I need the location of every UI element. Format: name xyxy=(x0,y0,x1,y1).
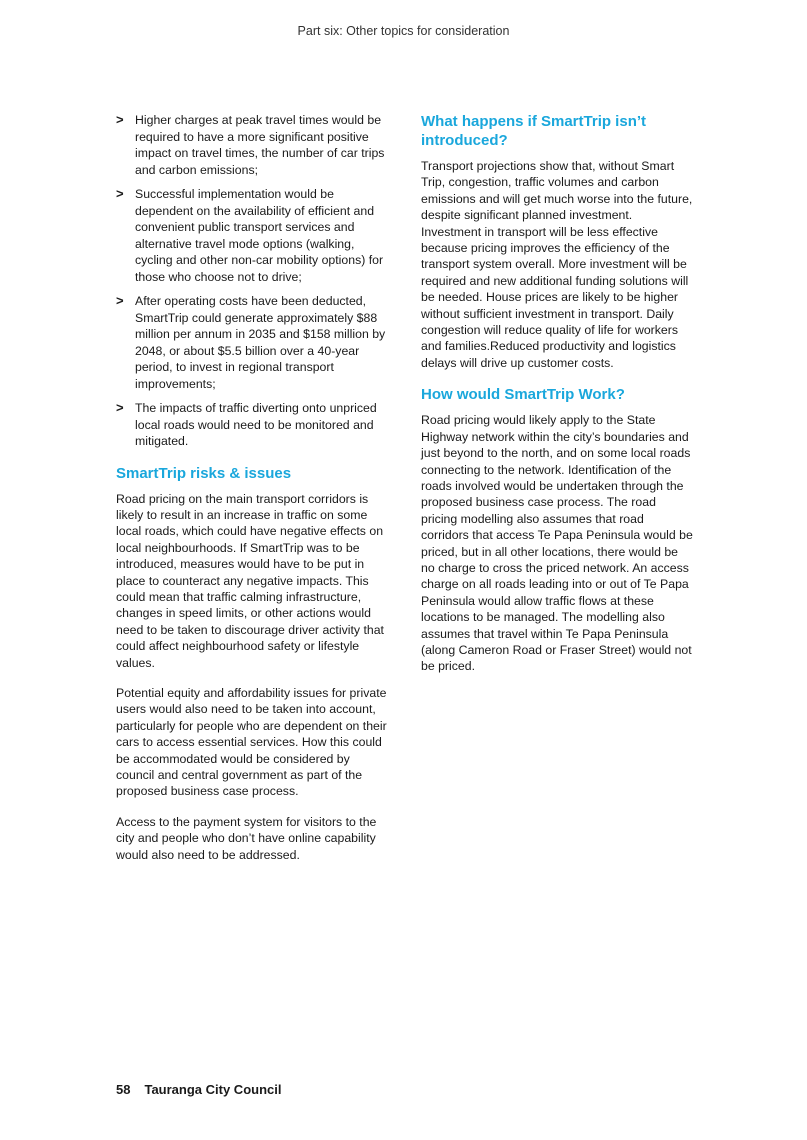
bullet-text: The impacts of traffic diverting onto unpriced local roads would need to be monitored and mitigated. xyxy=(135,401,377,448)
list-item xyxy=(116,400,388,450)
chevron-right-icon: > xyxy=(116,400,124,415)
risks-paragraph: Access to the payment system for visitors to the city and people who don’t have online capability would also need to be addressed. xyxy=(116,814,377,862)
page-footer xyxy=(116,1082,281,1097)
list-item xyxy=(116,112,388,178)
risks-heading: SmartTrip risks & issues xyxy=(116,464,292,482)
not-introduced-heading: What happens if SmartTrip isn’t introduced? xyxy=(421,113,647,149)
left-column xyxy=(116,112,388,877)
chevron-right-icon: > xyxy=(116,186,124,201)
running-header: Part six: Other topics for consideration xyxy=(297,24,510,38)
bullet-text: After operating costs have been deducted, SmartTrip could generate approximately $88 million per annum in 2035 and $158 million by 2048, or about $5.5 billion over a 40-year period, to invest in regional transport improvements; xyxy=(135,294,386,391)
bullet-text: Higher charges at peak travel times would be required to have a more significant positive impact on travel times, the number of car trips and carbon emissions; xyxy=(135,113,385,177)
how-it-works-heading: How would SmartTrip Work? xyxy=(421,386,625,404)
organisation-name: Tauranga City Council xyxy=(144,1082,282,1097)
right-column xyxy=(421,112,693,689)
list-item xyxy=(116,293,388,392)
risks-paragraph: Road pricing on the main transport corridors is likely to result in an increase in traffic on some local roads, which could have negative effects on local neighbourhoods. If SmartTrip was to be introduced, measures would have to be put in place to counteract any negative impacts. This could mean that traffic calming infrastructure, changes in speed limits, or other actions would need to be taken to discourage driver activity that could affect neighbourhood safety or lifestyle values. xyxy=(116,491,384,670)
chevron-right-icon: > xyxy=(116,293,124,308)
how-it-works-paragraph: Road pricing would likely apply to the State Highway network within the city’s boundaries and just beyond to the north, and on some local roads connecting to the network. Identification of the roads involved would be undertaken through the proposed business case process. The road pricing modelling also assumes that road corridors that access Te Papa Peninsula would be priced, but in all other locations, there would be no charge to cross the priced network. An access charge on all roads leading into or out of Te Papa Peninsula would allow traffic flows at these locations to be managed. The modelling also assumes that travel within Te Papa Peninsula (along Cameron Road or Fraser Street) would not be priced. xyxy=(421,413,693,674)
impact-bullet-list xyxy=(116,112,388,450)
chevron-right-icon: > xyxy=(116,112,124,127)
not-introduced-paragraph: Transport projections show that, without Smart Trip, congestion, traffic volumes and carbon emissions and will get much worse into the future, despite significant planned investment. Investment in transport will be less effective because pricing improves the efficiency of the transport system overall. More investment will be required and new additional funding solutions will be needed. House prices are likely to be higher without sufficient investment in transport. Daily congestion will reduce quality of life for workers and families.Reduced productivity and logistics delays will drive up customer costs. xyxy=(421,159,693,370)
risks-paragraph: Potential equity and affordability issues for private users would also need to be taken into account, particularly for people who are dependent on their cars to access essential services. How this could be accommodated would be considered by council and central government as part of the proposed business case process. xyxy=(116,685,387,799)
page-number: 58 xyxy=(116,1082,131,1097)
bullet-text: Successful implementation would be dependent on the availability of efficient and convenient public transport services and alternative travel mode options (walking, cycling and other non-car mobility options) for those who choose not to drive; xyxy=(135,187,384,284)
list-item xyxy=(116,186,388,285)
